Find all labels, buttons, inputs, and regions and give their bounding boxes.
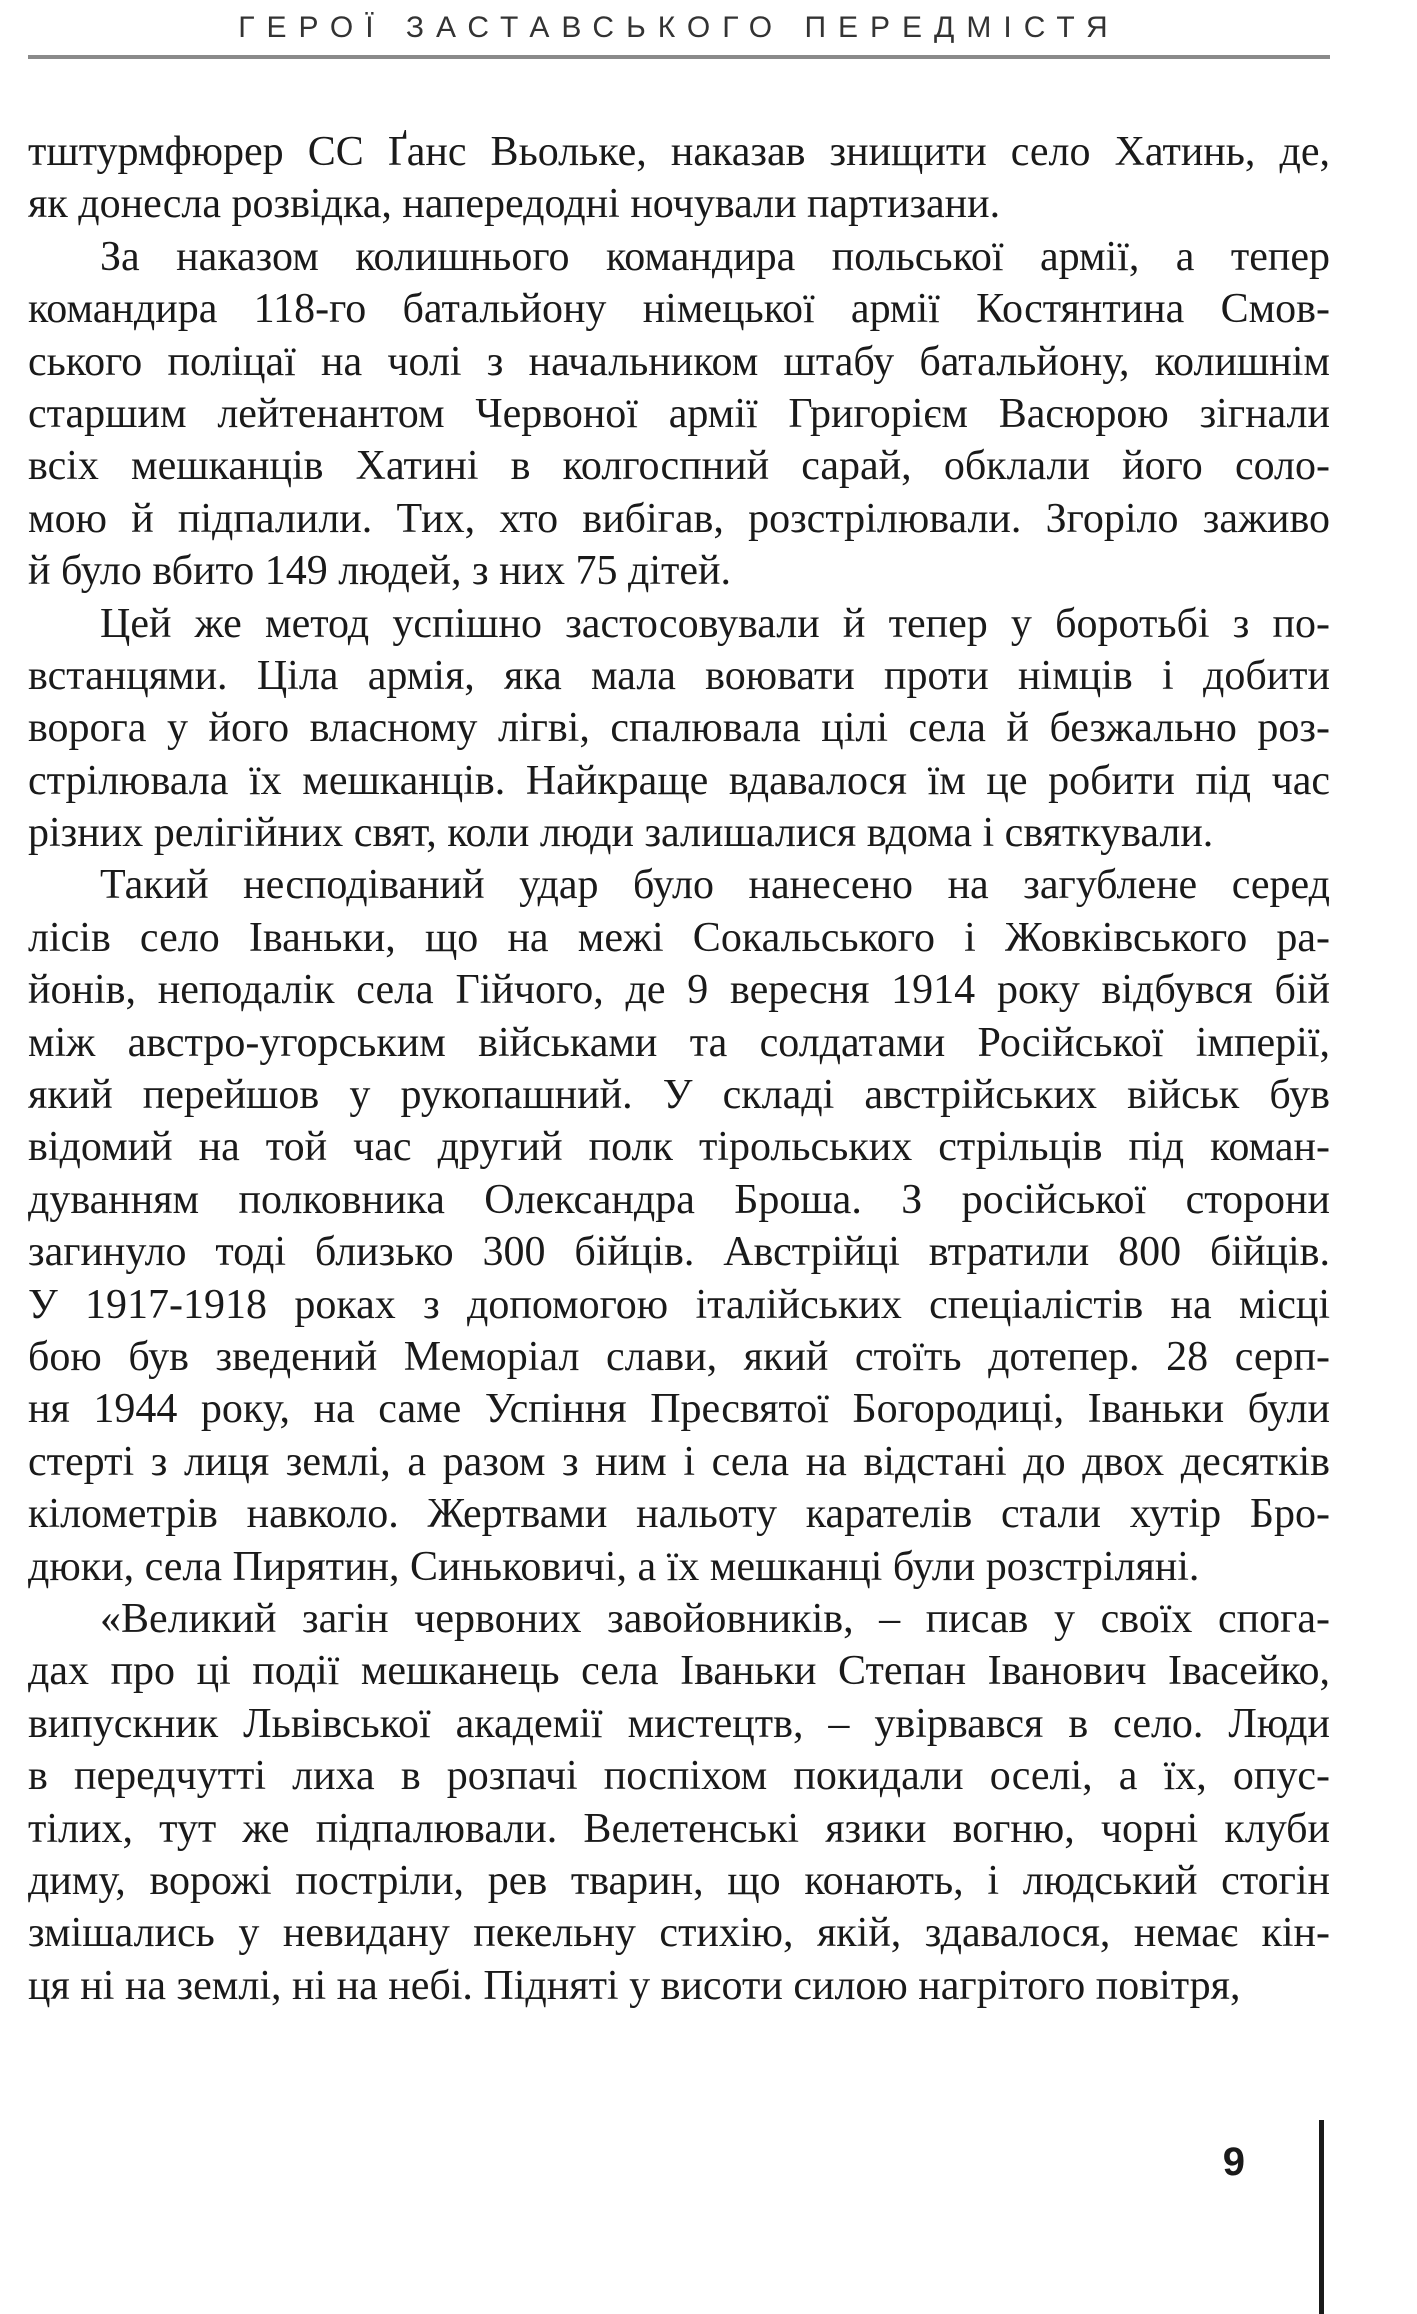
text-line: відомий на той час другий полк тірольських стрільців під коман- — [28, 1124, 1330, 1171]
text-line: випускник Львівської академії мистецтв, – увірвався в село. Люди — [28, 1700, 1330, 1747]
text-line: встанцями. Ціла армія, яка мала воювати проти німців і добити — [28, 652, 1330, 699]
text-line: йонів, неподалік села Гійчого, де 9 вересня 1914 року відбувся бій — [28, 967, 1330, 1014]
paragraph — [28, 859, 1330, 1592]
text-line: мою й підпалили. Тих, хто вибігав, розстрілювали. Згоріло заживо — [28, 495, 1330, 542]
paragraph — [28, 1593, 1330, 2012]
body-text — [28, 126, 1330, 2012]
paragraph — [28, 231, 1330, 598]
text-line: дах про ці події мешканець села Іваньки Степан Іванович Івасейко, — [28, 1648, 1330, 1695]
text-line: ця ні на землі, ні на небі. Підняті у висоти силою нагрітого повітря, — [28, 1962, 1241, 2009]
page-number: 9 — [1222, 2140, 1245, 2184]
text-line: загинуло тоді близько 300 бійців. Австрійці втратили 800 бійців. — [28, 1229, 1330, 1276]
text-line: дуванням полковника Олександра Броша. З російської сторони — [28, 1176, 1330, 1223]
text-line: між австро-угорським військами та солдатами Російської імперії, — [28, 1019, 1330, 1066]
running-head: ГЕРОЇ ЗАСТАВСЬКОГО ПЕРЕДМІСТЯ — [238, 11, 1120, 44]
paragraph — [28, 598, 1330, 860]
text-line: дюки, села Пирятин, Синьковичі, а їх мешканці були розстріляні. — [28, 1543, 1200, 1590]
text-line: старшим лейтенантом Червоної армії Григорієм Васюрою зігнали — [28, 390, 1330, 437]
text-line: тілих, тут же підпалювали. Велетенські язики вогню, чорні клуби — [28, 1805, 1330, 1852]
page-number-rule — [1319, 2120, 1324, 2314]
text-line: й було вбито 149 людей, з них 75 дітей. — [28, 548, 732, 595]
text-line: диму, ворожі постріли, рев тварин, що конають, і людський стогін — [28, 1857, 1330, 1904]
text-line: Цей же метод успішно застосовували й тепер у боротьбі з по- — [100, 600, 1330, 647]
text-line: змішались у невидану пекельну стихію, якій, здавалося, немає кін- — [28, 1910, 1330, 1957]
text-line: кілометрів навколо. Жертвами нальоту карателів стали хутір Бро- — [28, 1491, 1330, 1538]
text-line: лісів село Іваньки, що на межі Сокальського і Жовківського ра- — [28, 914, 1330, 961]
header-rule — [28, 55, 1330, 59]
text-line: який перейшов у рукопашний. У складі австрійських військ був — [28, 1072, 1330, 1119]
text-line: стерті з лиця землі, а разом з ним і села на відстані до двох десятків — [28, 1438, 1330, 1485]
text-line: бою був зведений Меморіал слави, який стоїть дотепер. 28 серп- — [28, 1333, 1330, 1380]
text-line: ня 1944 року, на саме Успіння Пресвятої Богородиці, Іваньки були — [28, 1386, 1330, 1433]
text-line: ського поліцаї на чолі з начальником штабу батальйону, колишнім — [28, 338, 1330, 385]
text-line: командира 118-го батальйону німецької армії Костянтина Смов- — [28, 286, 1330, 333]
text-line: всіх мешканців Хатині в колгоспний сарай, обклали його соло- — [28, 443, 1330, 490]
text-line: «Великий загін червоних завойовників, – писав у своїх спога- — [100, 1595, 1330, 1642]
paragraph — [28, 126, 1330, 231]
text-line: в передчутті лиха в розпачі поспіхом покидали оселі, а їх, опус- — [28, 1753, 1330, 1800]
text-line: У 1917-1918 роках з допомогою італійських спеціалістів на місці — [28, 1281, 1330, 1328]
text-line: Такий несподіваний удар було нанесено на загублене серед — [100, 862, 1330, 909]
text-line: За наказом колишнього командира польської армії, а тепер — [100, 233, 1330, 280]
text-line: стрілювала їх мешканців. Найкраще вдавалося їм це робити під час — [28, 757, 1330, 804]
text-line: як донесла розвідка, напередодні ночували партизани. — [28, 181, 1001, 228]
text-line: різних релігійних свят, коли люди залишалися вдома і святкували. — [28, 810, 1214, 857]
text-line: ворога у його власному лігві, спалювала цілі села й безжально роз- — [28, 705, 1330, 752]
text-line: тштурмфюрер СС Ґанс Вьольке, наказав знищити село Хатинь, де, — [28, 129, 1330, 175]
